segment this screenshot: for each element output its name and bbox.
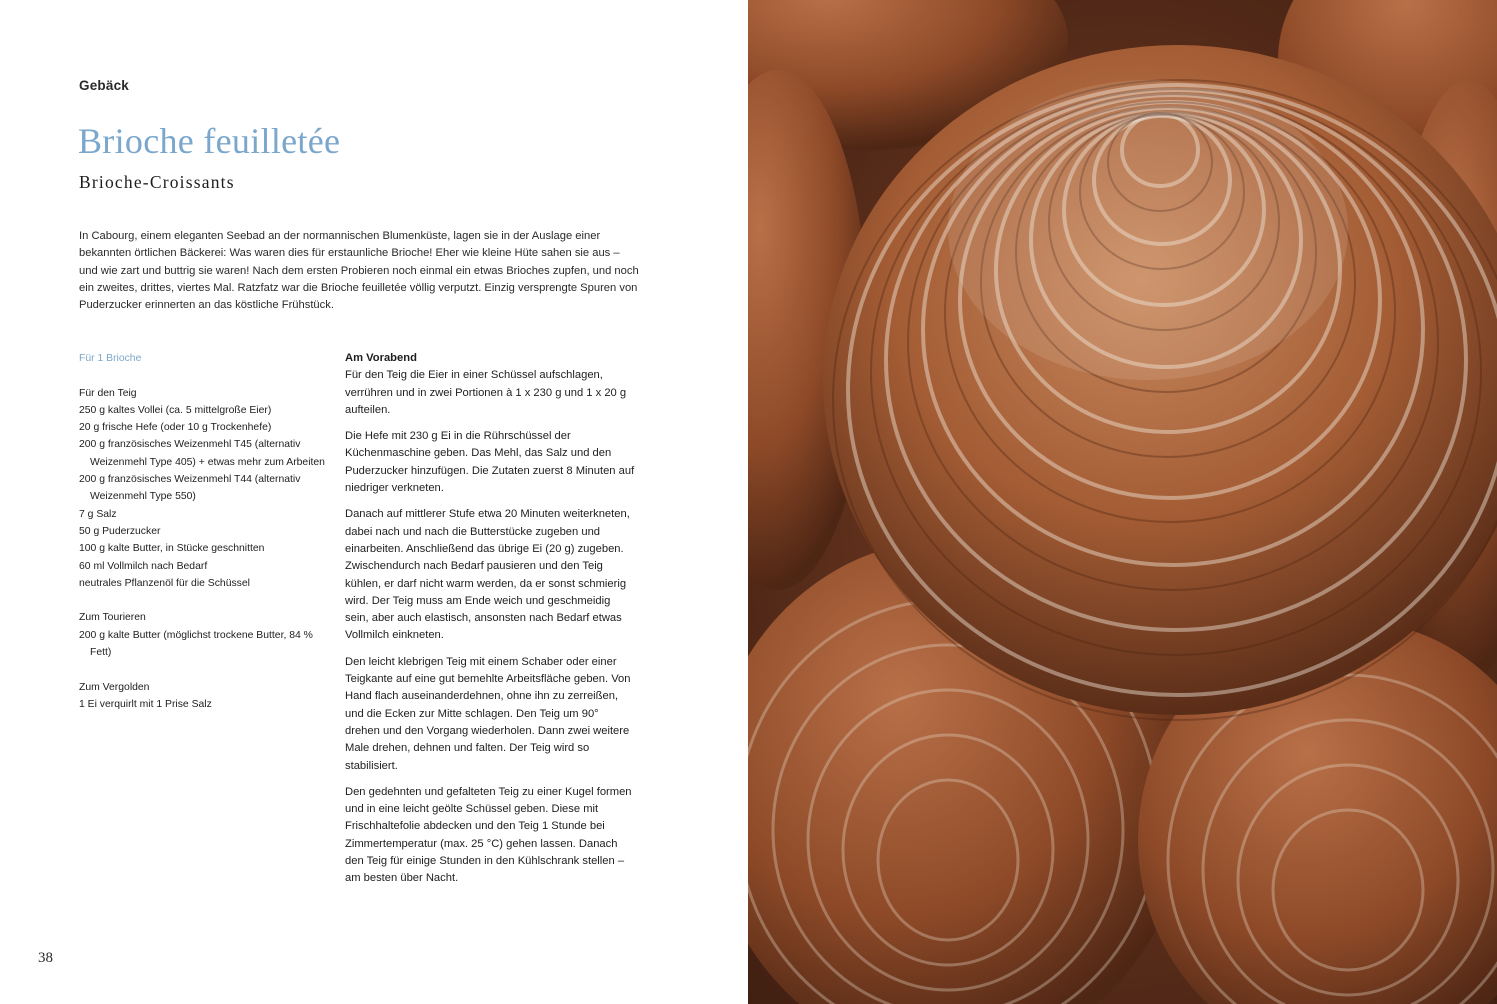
section-label: Gebäck [79,78,129,93]
ingredient-item: 200 g kalte Butter (möglichst trockene Butter, 84 % Fett) [79,629,313,659]
ingredient-item: 1 Ei verquirlt mit 1 Prise Salz [79,698,212,710]
intro-paragraph: In Cabourg, einem eleganten Seebad an der normannischen Blumenküste, lagen sie in der Auslage einer bekannten örtlichen Bäckerei: Was waren dies für erstaunliche Brioche! Eher wie kleine Hüte sahen sie aus – und wie zart und buttrig sie waren! Nach dem ersten Probieren noch einmal ein etwas Brioches zupfen, und noch ein zweites, drittes, viertes Mal. Ratzfatz war die Brioche feuilletée völlig verputzt. Einzig versprengte Spuren von Puderzucker erinnerten an das köstliche Frühstück. [79,230,639,312]
page-number: 38 [38,950,53,966]
ingredient-item: 200 g französisches Weizenmehl T45 (alternativ Weizenmehl Type 405) + etwas mehr zum Arbeiten [79,439,325,468]
recipe-subtitle: Brioche-Croissants [79,172,235,192]
method-step: Die Hefe mit 230 g Ei in die Rührschüssel der Küchenmaschine geben. Das Mehl, das Salz und den Puderzucker hinzufügen. Die Zutaten zuerst 8 Minuten auf niedriger verkneten. [345,430,635,495]
ingredient-item: 100 g kalte Butter, in Stücke geschnitten [79,543,265,555]
recipe-title: Brioche feuilletée [78,121,341,161]
method-step: Danach auf mittlerer Stufe etwa 20 Minuten weiterkneten, dabei nach und nach die Butterstücke zugeben und einarbeiten. Anschließend das übrige Ei (20 g) zugeben. Zwischendurch nach Bedarf pausieren und den Teig kühlen, er darf nicht warm werden, da er sonst schmierig wird. Der Teig muss am Ende weich und geschmeidig sein, aber auch elastisch, ansonsten nach Bedarf etwas Vollmilch einkneten. [345,508,630,642]
yield-label: Für 1 Brioche [79,353,142,364]
ingredient-list [79,402,334,592]
method-step: Für den Teig die Eier in einer Schüssel aufschlagen, verrühren und in zwei Portionen à 1 x 230 g und 1 x 20 g aufteilen. [345,369,627,416]
method-title: Am Vorabend [345,352,417,364]
brioche-photo [748,0,1497,1004]
ingredient-item: 60 ml Vollmilch nach Bedarf [79,560,208,572]
ingredient-list [79,696,334,713]
ingredient-item: 250 g kaltes Vollei (ca. 5 mittelgroße Eier) [79,404,272,416]
brioche-photo-icon [748,0,1497,1004]
left-page [0,0,748,1004]
ingredient-item: 50 g Puderzucker [79,525,161,537]
ingredient-item: 7 g Salz [79,508,117,520]
ingredient-group-title: Zum Tourieren [79,612,146,624]
ingredient-item: 200 g französisches Weizenmehl T44 (alternativ Weizenmehl Type 550) [79,474,301,503]
method-step: Den gedehnten und gefalteten Teig zu einer Kugel formen und in eine leicht geölte Schüssel geben. Diese mit Frischhaltefolie abdecken und den Teig 1 Stunde bei Zimmertemperatur (max. 25 °C) gehen lassen. Danach den Teig für einige Stunden in den Kühlschrank stellen – am besten über Nacht. [345,785,632,885]
ingredient-group-title: Für den Teig [79,387,137,399]
ingredient-list [79,627,334,662]
method-step: Den leicht klebrigen Teig mit einem Schaber oder einer Teigkante auf eine gut bemehlte Arbeitsfläche geben. Von Hand flach auseinanderdehnen, ohne ihn zu zerreißen, und die Ecken zur Mitte schlagen. Den Teig um 90° drehen und den Vorgang wiederholen. Dann zwei weitere Male drehen, dehnen und falten. Der Teig wird so stabilisiert. [345,655,631,772]
method-column [345,350,635,897]
ingredient-item: 20 g frische Hefe (oder 10 g Trockenhefe) [79,422,272,434]
ingredient-group-title: Zum Vergolden [79,681,150,693]
ingredient-item: neutrales Pflanzenöl für die Schüssel [79,577,250,589]
ingredients-column [79,350,334,713]
